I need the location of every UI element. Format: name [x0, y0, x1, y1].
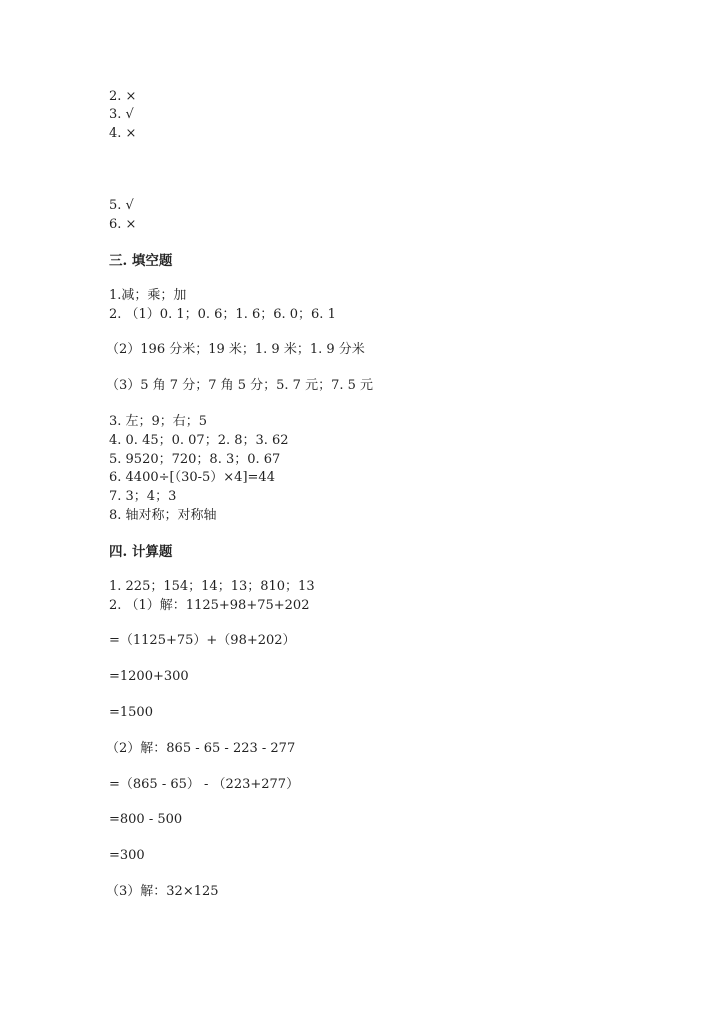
- calc-answer-2-1: 2. （1）解：1125+98+75+202: [109, 598, 310, 613]
- fill-answer-2-1: 2. （1）0. 1；0. 6；1. 6；6. 0；6. 1: [109, 307, 336, 322]
- section-calculation-heading: 四. 计算题: [109, 544, 173, 560]
- calc-step-5: =800 - 500: [109, 812, 183, 827]
- judge-answer-3: 3. √: [109, 107, 134, 122]
- judge-answer-5: 5. √: [109, 198, 134, 213]
- calc-answer-1: 1. 225；154；14；13；810；13: [109, 579, 315, 594]
- calc-answer-2-2: （2）解：865 - 65 - 223 - 277: [106, 741, 296, 756]
- judge-answer-4: 4. ×: [109, 126, 137, 141]
- fill-answer-2-2: （2）196 分米；19 米；1. 9 米；1. 9 分米: [106, 342, 365, 357]
- fill-answer-1: 1.减；乘；加: [109, 288, 187, 303]
- calc-step-1: =（1125+75）+（98+202）: [109, 633, 296, 648]
- calc-step-2: =1200+300: [109, 669, 189, 684]
- fill-answer-2-3: （3）5 角 7 分；7 角 5 分；5. 7 元；7. 5 元: [106, 378, 374, 393]
- fill-answer-8: 8. 轴对称；对称轴: [109, 508, 217, 523]
- fill-answer-4: 4. 0. 45；0. 07；2. 8；3. 62: [109, 433, 289, 448]
- calc-step-6: =300: [109, 848, 145, 863]
- fill-answer-7: 7. 3；4；3: [109, 489, 177, 504]
- fill-answer-5: 5. 9520；720；8. 3；0. 67: [109, 452, 281, 467]
- calc-step-3: =1500: [109, 705, 153, 720]
- fill-answer-3: 3. 左；9；右；5: [109, 414, 208, 429]
- calc-step-4: =（865 - 65） - （223+277）: [109, 777, 300, 792]
- calc-answer-2-3: （3）解：32×125: [106, 884, 219, 899]
- fill-answer-6: 6. 4400÷[（30-5）×4]=44: [109, 470, 275, 485]
- section-fill-blank-heading: 三. 填空题: [109, 253, 173, 269]
- judge-answer-2: 2. ×: [109, 89, 137, 104]
- judge-answer-6: 6. ×: [109, 217, 137, 232]
